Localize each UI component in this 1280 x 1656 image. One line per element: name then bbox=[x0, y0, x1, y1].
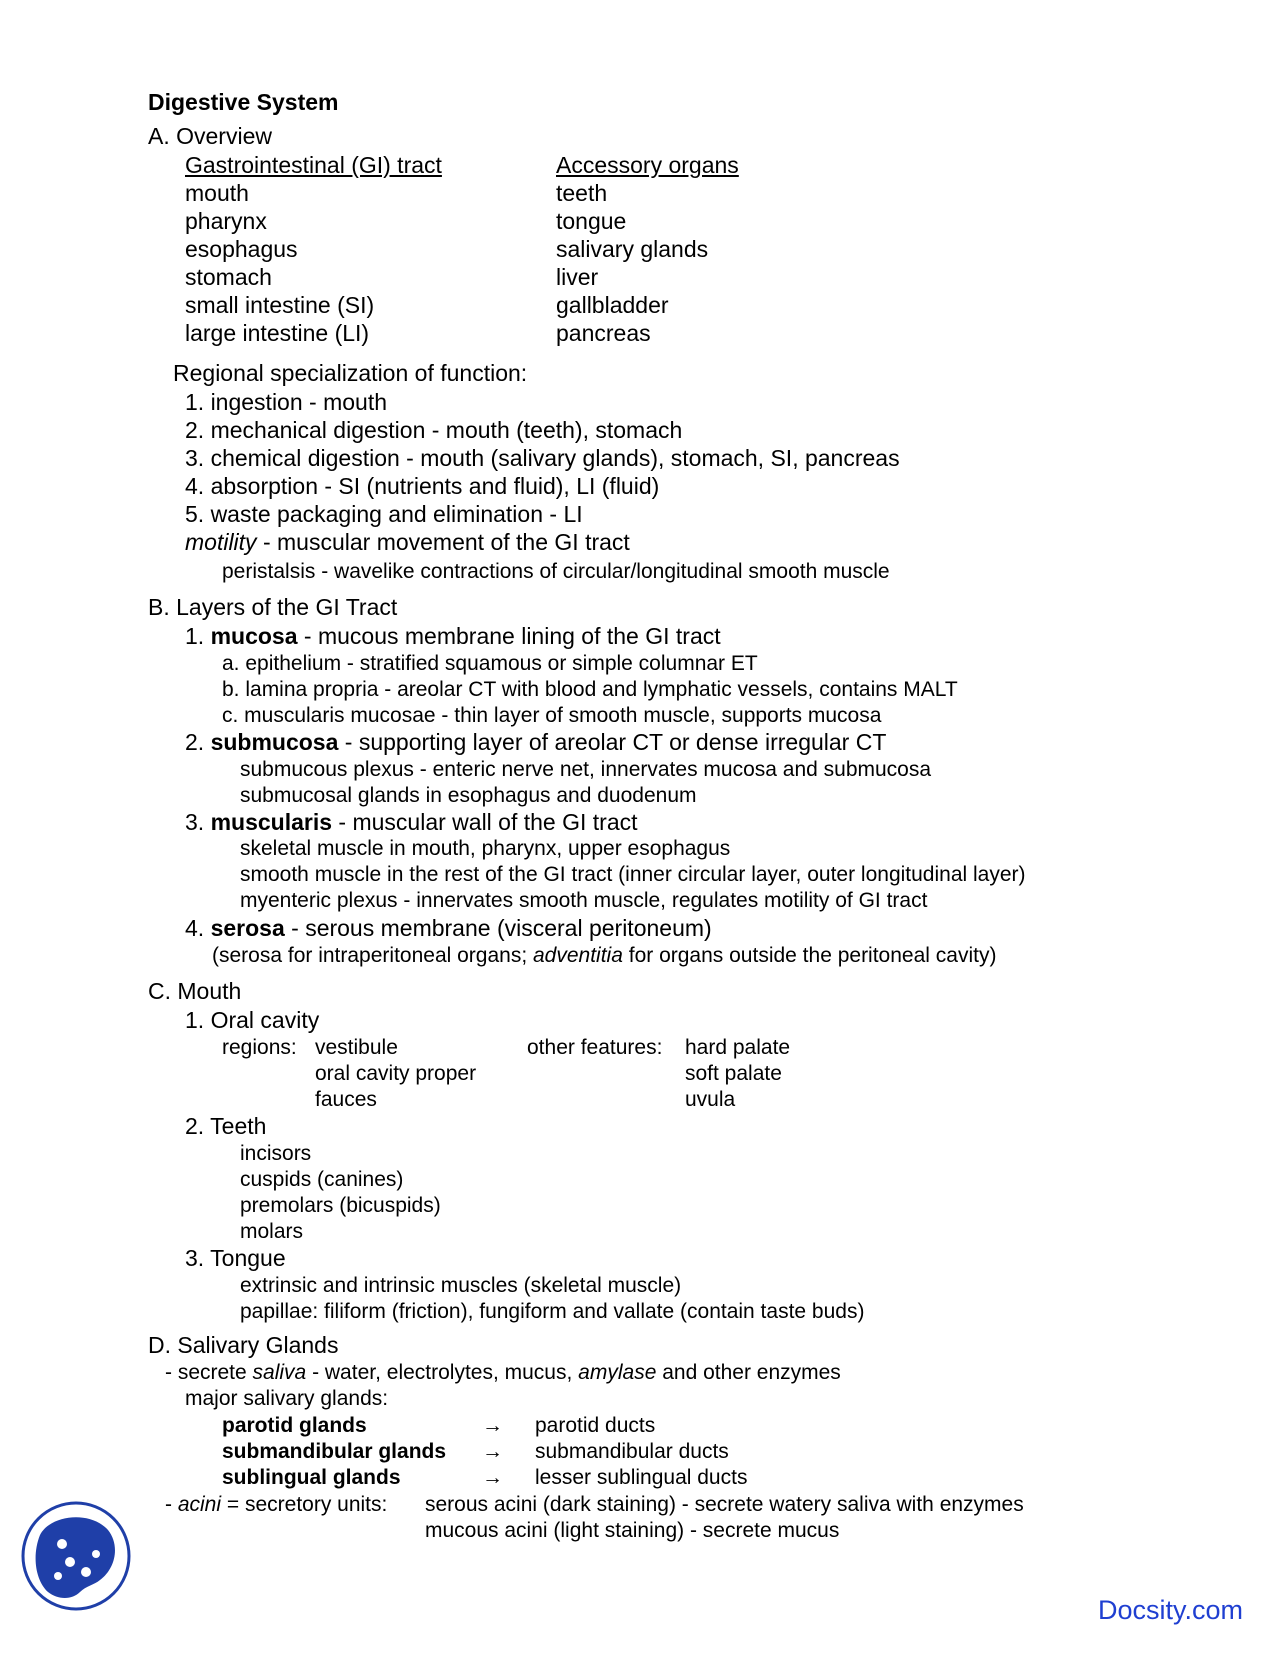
duct-name: lesser sublingual ducts bbox=[535, 1466, 748, 1489]
gi-item: large intestine (LI) bbox=[185, 320, 370, 346]
arrow-icon: → bbox=[482, 1466, 503, 1489]
other-feature-item: hard palate bbox=[685, 1036, 791, 1059]
docsity-brand-link[interactable]: Docsity.com bbox=[1098, 1595, 1244, 1625]
motility-definition: - muscular movement of the GI tract bbox=[256, 529, 630, 555]
region-item: vestibule bbox=[315, 1036, 398, 1059]
gland-name: parotid glands bbox=[222, 1414, 367, 1437]
section-a-heading: A. Overview bbox=[148, 123, 272, 149]
gi-item: mouth bbox=[185, 180, 249, 206]
mucosa-item: a. epithelium - stratified squamous or simple columnar ET bbox=[222, 652, 758, 675]
layer-definition: - serous membrane (visceral peritoneum) bbox=[284, 915, 712, 941]
acini-label bbox=[165, 1494, 387, 1515]
submucosa-item: submucous plexus - enteric nerve net, innervates mucosa and submucosa bbox=[240, 758, 932, 781]
accessory-item: teeth bbox=[556, 180, 608, 206]
accessory-organs-header: Accessory organs bbox=[556, 152, 739, 178]
motility-line bbox=[185, 531, 630, 554]
oral-cavity-heading: 1. Oral cavity bbox=[185, 1007, 320, 1033]
layer-term: serosa bbox=[210, 915, 285, 941]
serosa-note bbox=[212, 945, 996, 966]
peristalsis-line: peristalsis - wavelike contractions of circular/longitudinal smooth muscle bbox=[222, 560, 890, 583]
layer-number: 1. bbox=[185, 623, 211, 649]
page-title: Digestive System bbox=[148, 89, 339, 115]
layer-term: submucosa bbox=[210, 729, 339, 755]
gi-item: stomach bbox=[185, 264, 272, 290]
accessory-item: gallbladder bbox=[556, 292, 669, 318]
other-feature-item: soft palate bbox=[685, 1062, 782, 1085]
region-item: oral cavity proper bbox=[315, 1062, 477, 1085]
region-item: fauces bbox=[315, 1088, 377, 1111]
serous-acini: serous acini (dark staining) - secrete watery saliva with enzymes bbox=[425, 1493, 1024, 1516]
gi-item: small intestine (SI) bbox=[185, 292, 375, 318]
saliva-term: saliva bbox=[252, 1361, 307, 1384]
acini-rest: = secretory units: bbox=[221, 1493, 388, 1516]
accessory-item: tongue bbox=[556, 208, 627, 234]
section-b-heading: B. Layers of the GI Tract bbox=[148, 594, 398, 620]
layer-number: 4. bbox=[185, 915, 211, 941]
secrete-text: and other enzymes bbox=[656, 1361, 841, 1384]
gland-name: sublingual glands bbox=[222, 1466, 401, 1489]
layer-definition: - muscular wall of the GI tract bbox=[332, 809, 638, 835]
layer-term: mucosa bbox=[210, 623, 298, 649]
layer-definition: - mucous membrane lining of the GI tract bbox=[297, 623, 721, 649]
serosa-note-text: for organs outside the peritoneal cavity) bbox=[622, 944, 997, 967]
motility-term: motility bbox=[185, 529, 257, 555]
acini-term: acini bbox=[177, 1493, 222, 1516]
muscularis-item: skeletal muscle in mouth, pharynx, upper esophagus bbox=[240, 837, 731, 860]
function-item: 2. mechanical digestion - mouth (teeth), stomach bbox=[185, 417, 683, 443]
mucous-acini: mucous acini (light staining) - secrete mucus bbox=[425, 1519, 840, 1542]
layer-serosa bbox=[185, 917, 712, 940]
amylase-term: amylase bbox=[578, 1361, 657, 1384]
gi-item: pharynx bbox=[185, 208, 267, 234]
section-c-heading: C. Mouth bbox=[148, 978, 242, 1004]
function-item: 1. ingestion - mouth bbox=[185, 389, 388, 415]
tongue-item: extrinsic and intrinsic muscles (skeletal muscle) bbox=[240, 1274, 682, 1297]
tongue-heading: 3. Tongue bbox=[185, 1245, 286, 1271]
arrow-icon: → bbox=[482, 1414, 503, 1437]
gi-tract-header: Gastrointestinal (GI) tract bbox=[185, 152, 442, 178]
function-item: 5. waste packaging and elimination - LI bbox=[185, 501, 583, 527]
layer-term: muscularis bbox=[210, 809, 333, 835]
teeth-item: molars bbox=[240, 1220, 304, 1243]
accessory-item: salivary glands bbox=[556, 236, 709, 262]
duct-name: parotid ducts bbox=[535, 1414, 656, 1437]
gi-item: esophagus bbox=[185, 236, 298, 262]
serosa-note-text: (serosa for intraperitoneal organs; bbox=[212, 944, 533, 967]
mucosa-item: c. muscularis mucosae - thin layer of smooth muscle, supports mucosa bbox=[222, 704, 882, 727]
teeth-item: incisors bbox=[240, 1142, 312, 1165]
muscularis-item: smooth muscle in the rest of the GI tract (inner circular layer, outer longitudinal layer) bbox=[240, 863, 1026, 886]
layer-number: 3. bbox=[185, 809, 211, 835]
teeth-item: premolars (bicuspids) bbox=[240, 1194, 441, 1217]
accessory-item: liver bbox=[556, 264, 599, 290]
function-item: 3. chemical digestion - mouth (salivary glands), stomach, SI, pancreas bbox=[185, 445, 900, 471]
function-item: 4. absorption - SI (nutrients and fluid), LI (fluid) bbox=[185, 473, 660, 499]
layer-submucosa bbox=[185, 731, 886, 754]
gland-name: submandibular glands bbox=[222, 1440, 447, 1463]
other-features-label: other features: bbox=[527, 1036, 663, 1059]
duct-name: submandibular ducts bbox=[535, 1440, 729, 1463]
layer-number: 2. bbox=[185, 729, 211, 755]
section-d-heading: D. Salivary Glands bbox=[148, 1332, 339, 1358]
layer-muscularis bbox=[185, 811, 638, 834]
teeth-item: cuspids (canines) bbox=[240, 1168, 404, 1191]
secrete-text: - water, electrolytes, mucus, bbox=[306, 1361, 579, 1384]
secrete-text: - secrete bbox=[165, 1361, 253, 1384]
acini-dash: - bbox=[165, 1493, 178, 1516]
regional-specialization-heading: Regional specialization of function: bbox=[173, 360, 528, 386]
arrow-icon: → bbox=[482, 1440, 503, 1463]
mucosa-item: b. lamina propria - areolar CT with blood and lymphatic vessels, contains MALT bbox=[222, 678, 958, 701]
docsity-logo-icon bbox=[20, 1500, 132, 1612]
adventitia-term: adventitia bbox=[533, 944, 623, 967]
regions-label: regions: bbox=[222, 1036, 297, 1059]
submucosa-item: submucosal glands in esophagus and duodenum bbox=[240, 784, 697, 807]
layer-definition: - supporting layer of areolar CT or dense irregular CT bbox=[338, 729, 887, 755]
muscularis-item: myenteric plexus - innervates smooth muscle, regulates motility of GI tract bbox=[240, 889, 928, 912]
secrete-saliva-line bbox=[165, 1362, 841, 1383]
accessory-item: pancreas bbox=[556, 320, 651, 346]
layer-mucosa bbox=[185, 625, 721, 648]
tongue-item: papillae: filiform (friction), fungiform and vallate (contain taste buds) bbox=[240, 1300, 865, 1323]
teeth-heading: 2. Teeth bbox=[185, 1113, 267, 1139]
major-glands-label: major salivary glands: bbox=[185, 1387, 389, 1410]
other-feature-item: uvula bbox=[685, 1088, 736, 1111]
